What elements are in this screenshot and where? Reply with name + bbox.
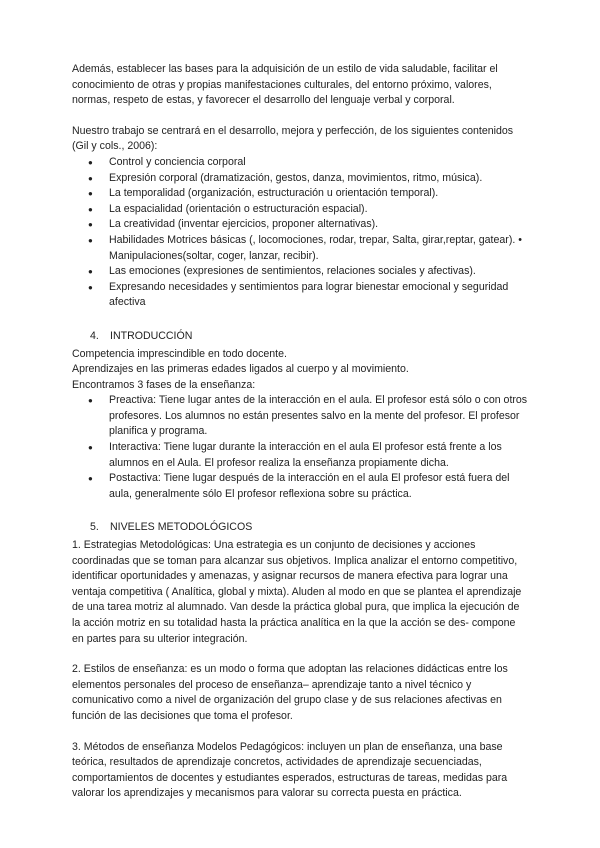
list-item: ● Expresando necesidades y sentimientos para lograr bienestar emocional y seguridad afectiva (72, 280, 530, 311)
contents-intro: Nuestro trabajo se centrará en el desarrollo, mejora y perfección, de los siguientes contenidos (Gil y cols., 2006): (72, 124, 514, 153)
phases-list (72, 393, 530, 502)
section-4-title: INTRODUCCIÓN (110, 329, 193, 342)
intro-paragraph: Además, establecer las bases para la adquisición de un estilo de vida saludable, facilitar el conocimiento de otras y propias manifestaciones culturales, del entorno próximo, valores, normas, respeto de estas, y favorecer el desarrollo del lenguaje verbal y corporal. (72, 63, 498, 107)
list-item: ● Preactiva: Tiene lugar antes de la interacción en el aula. El profesor está sólo o con otros profesores. Los alumnos no están presentes salvo en la mente del profesor. El profesor planifica y programa. (72, 393, 530, 440)
list-item: ● La temporalidad (organización, estructuración u orientación temporal). (72, 186, 530, 202)
section-4-heading (72, 329, 530, 345)
section-4-line: Encontramos 3 fases de la enseñanza: (72, 378, 256, 391)
list-item: ● Control y conciencia corporal (72, 155, 530, 171)
contents-list (72, 155, 530, 311)
section-4-number: 4. (90, 329, 99, 342)
section-5-paragraph: 1. Estrategias Metodológicas: Una estrategia es un conjunto de decisiones y acciones coordinadas que se toman para alcanzar sus objetivos. Implica analizar el entorno competitivo, identificar oportunidades y amenazas, y asignar recursos de manera efectiva para lograr una ventaja competitiva ( Analítica, global y mixta). Aluden al modo en que se plantea el aprendizaje de una tarea motriz al alumnado. Van desde la práctica global pura, que implica la ejecución de la acción motriz en su totalidad hasta la práctica analítica en la que la acción se des- compone en partes para su ulterior integración. (72, 539, 522, 645)
section-4-line: Aprendizajes en las primeras edades ligados al cuerpo y al movimiento. (72, 363, 409, 376)
list-item: ● Postactiva: Tiene lugar después de la interacción en el aula El profesor está fuera del aula, generalmente sólo El profesor reflexiona sobre su práctica. (72, 471, 530, 502)
section-5-heading (72, 520, 530, 536)
section-5-number: 5. (90, 521, 99, 534)
list-item: ● Las emociones (expresiones de sentimientos, relaciones sociales y afectivas). (72, 264, 530, 280)
section-5-paragraph: 2. Estilos de enseñanza: es un modo o forma que adoptan las relaciones didácticas entre los elementos personales del proceso de enseñanza– aprendizaje tanto a nivel técnico y comunicativo como a nivel de organización del grupo clase y de sus relaciones afectivas en función de las decisiones que toma el profesor. (72, 663, 508, 722)
section-5-title: NIVELES METODOLÓGICOS (110, 521, 253, 534)
list-item: ● Expresión corporal (dramatización, gestos, danza, movimientos, ritmo, música). (72, 171, 530, 187)
list-item: ● Habilidades Motrices básicas (, locomociones, rodar, trepar, Salta, girar,reptar, gatear). • Manipulaciones(soltar, coger, lanzar, recibir). (72, 233, 530, 264)
document-page (72, 62, 530, 802)
list-item: ● Interactiva: Tiene lugar durante la interacción en el aula El profesor está frente a los alumnos en el Aula. El profesor realiza la enseñanza propiamente dicha. (72, 440, 530, 471)
section-5-paragraph: 3. Métodos de enseñanza Modelos Pedagógicos: incluyen un plan de enseñanza, una base teórica, resultados de aprendizaje concretos, actividades de aprendizaje secuenciadas, comportamientos de docentes y estudiantes esperados, estructuras de tareas, medidas para valorar los aprendizajes y mecanismos para valorar su correcta puesta en práctica. (72, 740, 508, 800)
list-item: ● La espacialidad (orientación o estructuración espacial). (72, 202, 530, 218)
list-item: ● La creatividad (inventar ejercicios, proponer alternativas). (72, 217, 530, 233)
section-4-line: Competencia imprescindible en todo docente. (72, 347, 287, 360)
